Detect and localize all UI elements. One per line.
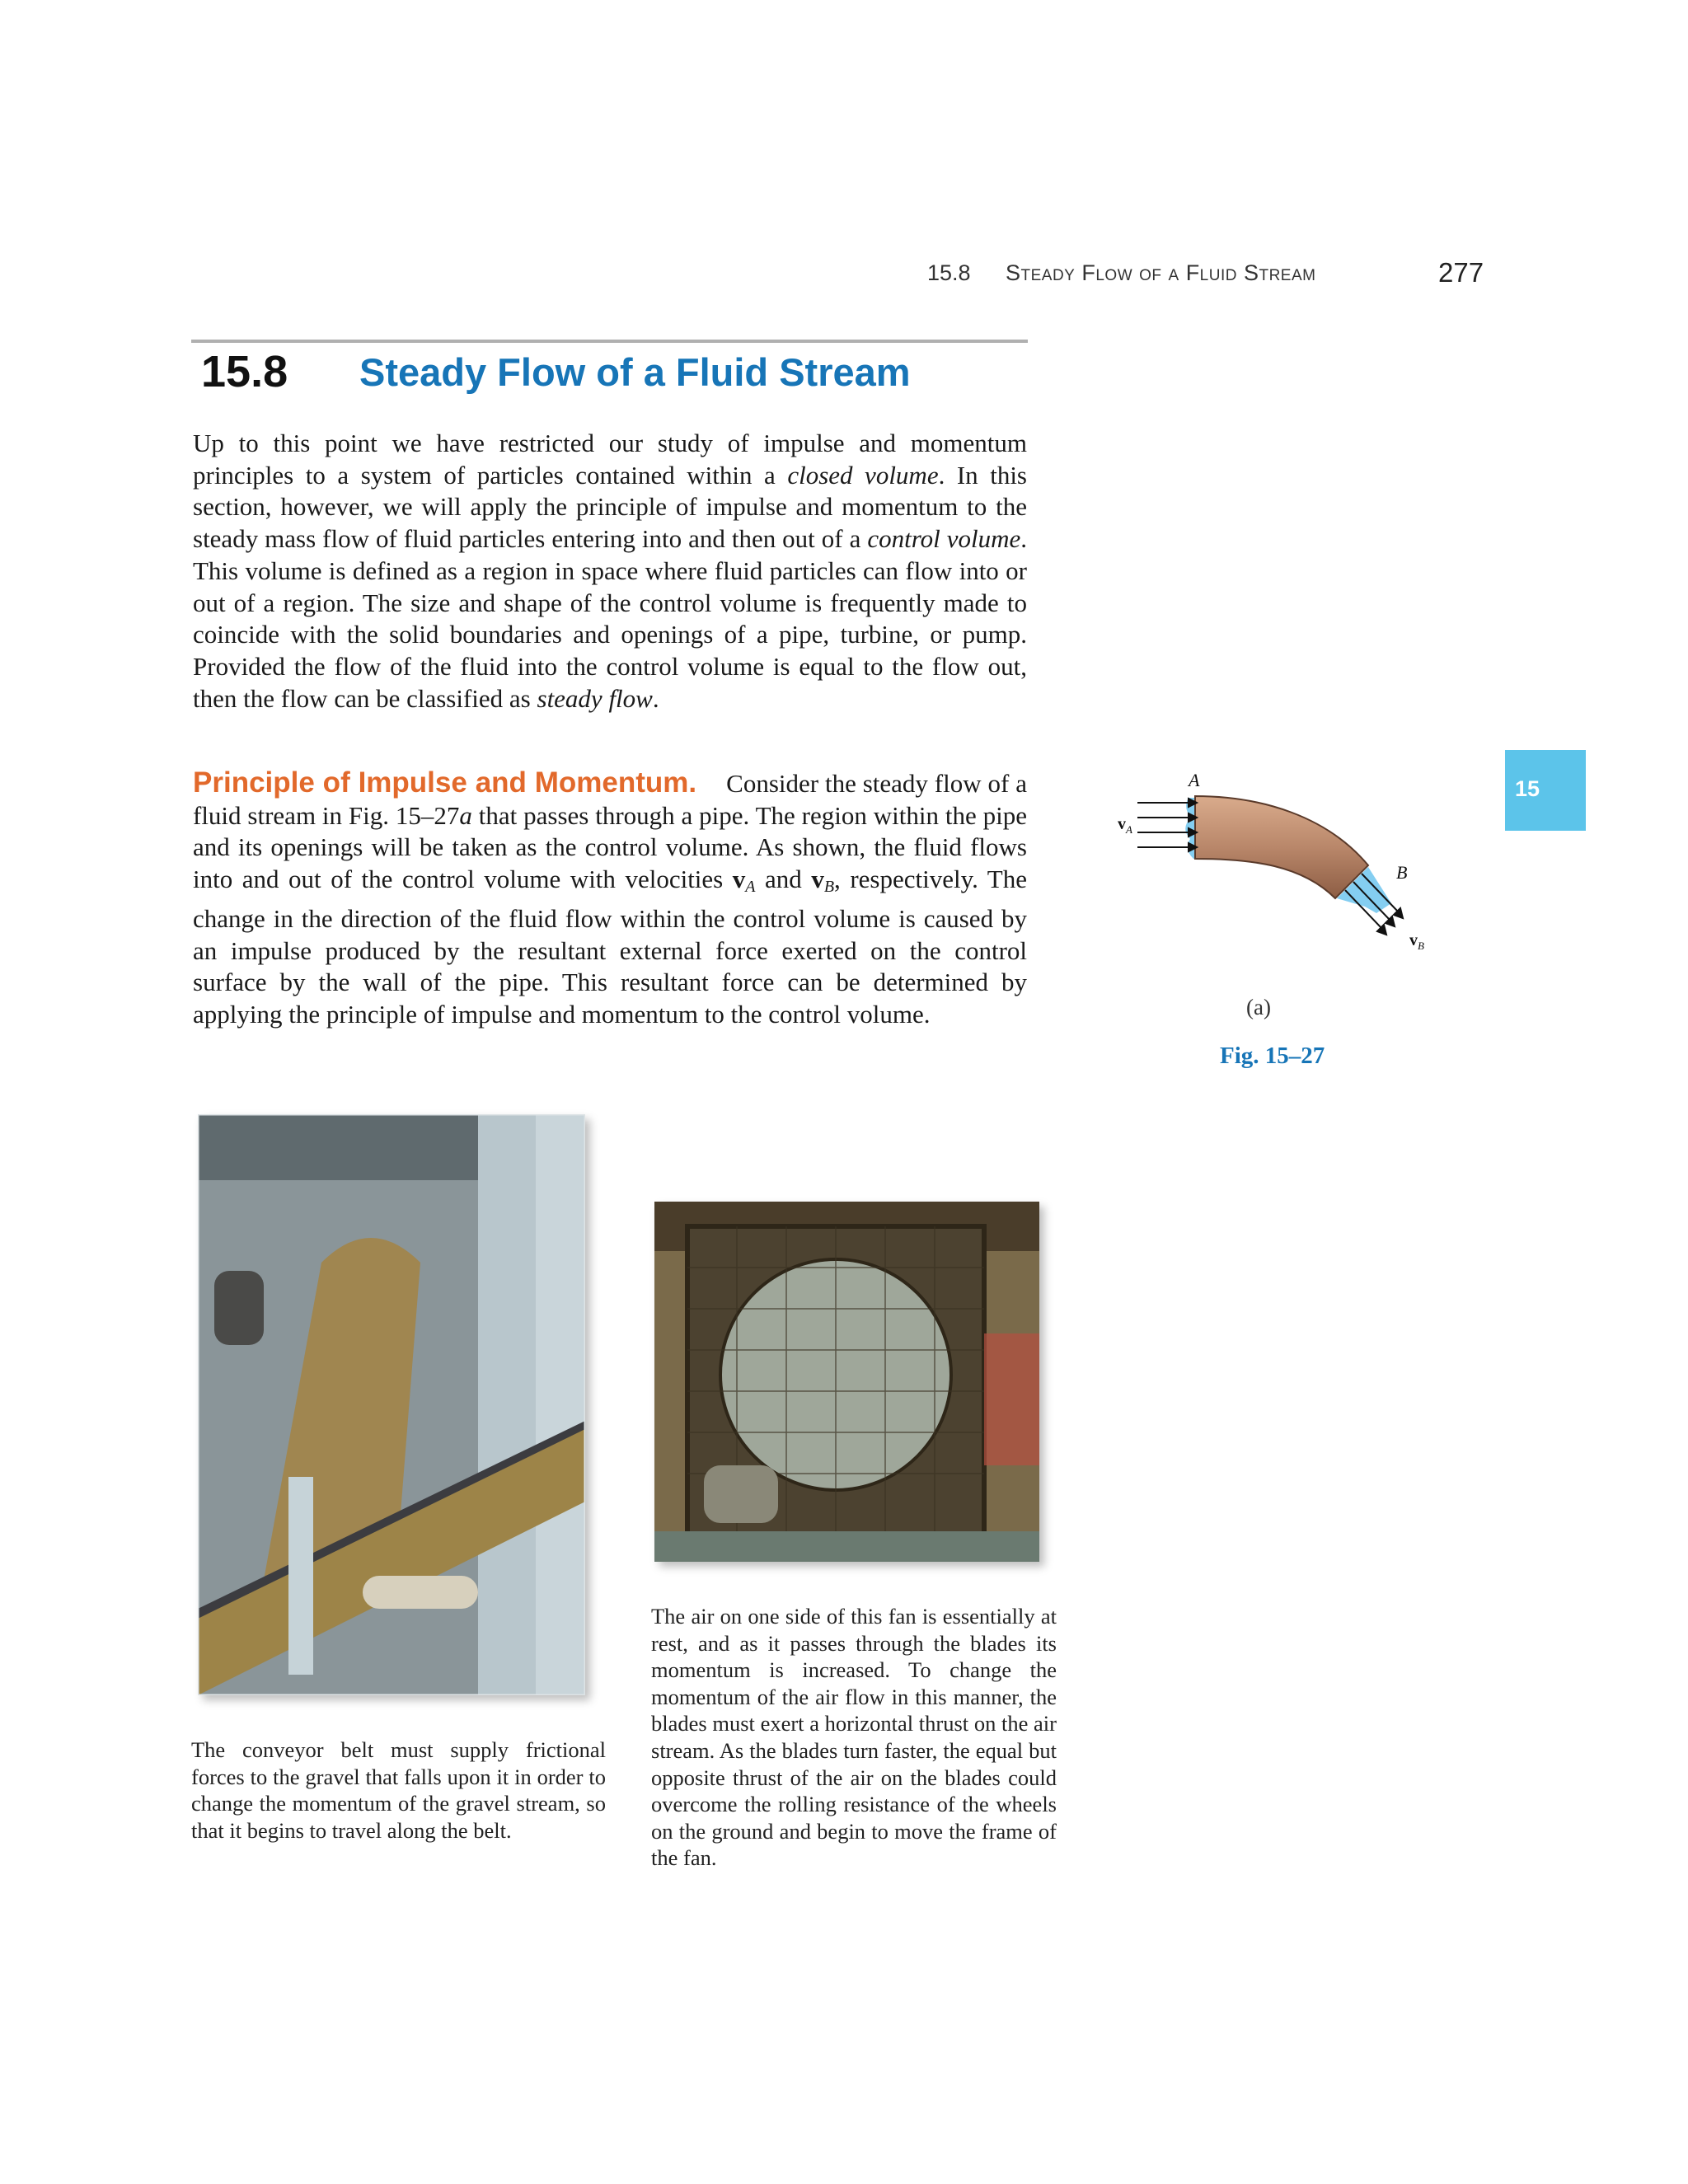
label-A: A	[1189, 770, 1200, 790]
intro-paragraph	[193, 428, 1027, 715]
impulse-text-4: , respectively. The change in the direction of the fluid flow within the control volume is caused by an impulse produced by the resultant external force exerted on the control surface by the wall of the pipe. This resultant force can be determined by applying the principle of impulse and momentum to the control volume.	[193, 865, 1027, 1029]
section-number: 15.8	[201, 347, 288, 396]
pipe-figure	[1104, 766, 1451, 972]
label-vB: $v_B$	[1409, 931, 1424, 952]
figure-caption: Fig. 15–27	[1220, 1043, 1325, 1069]
fan-photo	[654, 1202, 1039, 1562]
running-header	[923, 260, 1500, 293]
chapter-tab	[1505, 750, 1586, 831]
section-rule	[191, 340, 1028, 343]
closed-volume-term: closed volume	[787, 460, 939, 490]
conveyor-belt-photo	[198, 1114, 585, 1695]
fig-letter: a	[459, 800, 472, 830]
steady-flow-term: steady flow	[537, 683, 653, 713]
page-number: 277	[1438, 257, 1484, 288]
velocity-vB-subscript: B	[823, 878, 835, 897]
figure-sublabel: (a)	[1246, 995, 1271, 1019]
label-B: B	[1396, 862, 1408, 883]
velocity-vA: v	[732, 865, 746, 894]
running-header-section-number: 15.8	[927, 260, 971, 285]
intro-text-4: .	[652, 683, 659, 713]
fan-caption: The air on one side of this fan is essentially at rest, and as it passes through the blades its momentum is increased. To change the momentum of the air flow in this manner, the blades must exert a horizontal thrust on the air stream. As the blades turn faster, the equal but opposite thrust of the air on the blades could overcome the rolling resistance of the wheels on the ground and begin to move the frame of the fan.	[651, 1604, 1057, 1871]
section-heading	[201, 346, 1025, 404]
velocity-vB: v	[811, 865, 824, 894]
running-header-section-title: Steady Flow of a Fluid Stream	[1006, 260, 1316, 285]
conveyor-belt-illustration	[198, 1114, 585, 1695]
pipe-body	[1195, 796, 1368, 898]
section-title: Steady Flow of a Fluid Stream	[359, 350, 911, 394]
pipe-diagram	[1104, 766, 1451, 972]
control-volume-term: control volume	[867, 524, 1021, 554]
intro-text-2: . In this section, however, we will apply the principle of impulse and momentum to the steady mass flow of fluid particles entering into and then out of a	[193, 460, 1028, 554]
impulse-momentum-paragraph	[193, 767, 1027, 1031]
subsection-heading: Principle of Impulse and Momentum.	[193, 766, 697, 799]
conveyor-caption: The conveyor belt must supply frictional forces to the gravel that falls upon it in order to change the momentum of the gravel stream, so that it begins to travel along the belt.	[191, 1737, 606, 1843]
intro-text-1: Up to this point we have restricted our study of impulse and momentum principles to a system of particles contained within a	[193, 429, 1027, 490]
fan-illustration	[654, 1202, 1039, 1562]
velocity-vA-subscript: A	[745, 878, 756, 897]
chapter-tab-label: 15	[1515, 776, 1540, 801]
impulse-text-1: Consider the steady flow of a fluid stream in Fig. 15–27	[193, 769, 1027, 830]
label-vA: $v_A$	[1118, 815, 1132, 836]
impulse-text-3: and	[755, 865, 812, 894]
intro-text-3: . This volume is defined as a region in space where fluid particles can flow into or out of a region. The size and shape of the control volume is frequently made to coincide with the solid boundaries and openings of a pipe, turbine, or pump. Provided the flow of the fluid into the control volume is equal to the flow out, then the flow can be classified as	[193, 524, 1027, 713]
impulse-text-2: that passes through a pipe. The region within the pipe and its openings will be taken as the control volume. As shown, the fluid flows into and out of the control volume with velocities	[193, 800, 1027, 894]
